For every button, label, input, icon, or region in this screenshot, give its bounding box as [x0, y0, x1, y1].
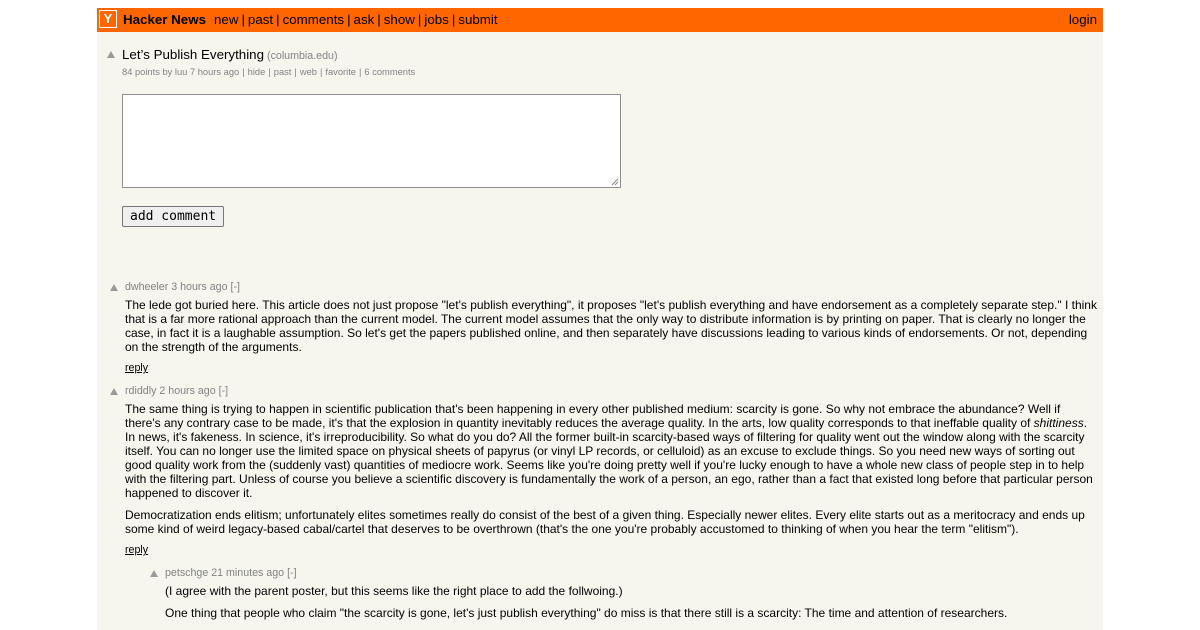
story-title-link[interactable]: Let’s Publish Everything [122, 47, 265, 62]
favorite-link[interactable]: favorite [325, 67, 356, 77]
comment-text [125, 298, 1097, 354]
comment-header [125, 385, 228, 397]
add-comment-button[interactable]: add comment [122, 206, 224, 227]
upvote-arrow-icon[interactable] [150, 570, 158, 577]
comment-paragraph: Democratization ends elitism; unfortunately elites sometimes really do consist of the best of a given thing. Especially newer elites. Every elite starts out as a meritocracy and ends up some kind of weird legacy-based cabal/cartel that deserves to be overthrown (that's the one you're probably accustomed to thinking of when you hear the term "elitism"). [125, 508, 1085, 536]
comment-user-link[interactable]: dwheeler [125, 281, 169, 293]
nav-ask[interactable]: ask [353, 12, 375, 27]
y-logo-icon[interactable]: Y [99, 10, 117, 28]
collapse-toggle[interactable]: [-] [230, 281, 240, 293]
header-bar [97, 8, 1103, 32]
collapse-toggle[interactable]: [-] [287, 567, 297, 579]
reply-link[interactable]: reply [125, 544, 149, 556]
story-by: by [162, 67, 173, 77]
comment-header [125, 281, 240, 293]
nav-new[interactable]: new [214, 12, 239, 27]
login-link[interactable]: login [1068, 12, 1097, 27]
comment-paragraph: The lede got buried here. This article does not just propose "let's publish everything", it proposes "let's publish everything and have endorsement as a completely separate step." I think that is a far more rational approach than the current model. The current model assumes that the only way to distribute information is by printing on paper. That is clearly no longer the case, in fact it is a laughable assumption. So let's get the papers published online, and then separately have discussions leading to various kinds of endorsements. Or not, depending on the strength of the arguments. [125, 298, 1097, 354]
nav-separator: | [276, 12, 280, 27]
story-age-link[interactable]: 7 hours ago [189, 67, 240, 77]
nav-submit[interactable]: submit [458, 12, 498, 27]
comment-age-link[interactable]: 2 hours ago [159, 385, 216, 397]
subtext-separator: | [268, 67, 271, 77]
story-points: 84 points [122, 67, 160, 77]
past-link[interactable]: past [273, 67, 292, 77]
comment-paragraph: One thing that people who claim "the scarcity is gone, let's just publish everything" do miss is that there still is a scarcity: The time and attention of researchers. [165, 606, 1008, 620]
comment-user-link[interactable]: rdiddly [125, 385, 157, 397]
subtext-separator: | [319, 67, 323, 77]
site-name-link[interactable]: Hacker News [123, 12, 206, 27]
story-user-link[interactable]: luu [174, 67, 188, 77]
story-title-row [122, 47, 338, 62]
nav-separator: | [417, 12, 422, 27]
nav-separator: | [241, 12, 245, 27]
upvote-arrow-icon[interactable] [110, 388, 118, 395]
text-run: The same thing is trying to happen in scientific publication that's been happening in every other published medium: scarcity is gone. So why not embrace the abundance? Well if there's any contrary case to be made, it's that the explosion in quantity inevitably reduces the average quality. In the arts, low quality corresponds to that ineffable quality of [125, 402, 1061, 430]
nav-show[interactable]: show [383, 12, 415, 27]
subtext-separator: | [294, 67, 297, 77]
nav-separator: | [347, 12, 351, 27]
nav-separator: | [377, 12, 381, 27]
reply-link[interactable]: reply [125, 362, 149, 374]
nav-separator: | [451, 12, 456, 27]
comment-paragraph [125, 402, 1097, 500]
resize-handle-icon[interactable] [611, 178, 619, 186]
comment-textarea[interactable] [122, 94, 621, 188]
upvote-arrow-icon[interactable] [110, 284, 118, 291]
comment-text [165, 584, 1097, 620]
nav-jobs[interactable]: jobs [424, 12, 449, 27]
comment-age-link[interactable]: 3 hours ago [171, 281, 228, 293]
top-nav [214, 12, 498, 27]
subtext-separator: | [358, 67, 362, 77]
web-link[interactable]: web [299, 67, 317, 77]
comment-paragraph: (I agree with the parent poster, but this seems like the right place to add the follwoing.) [165, 584, 623, 598]
comment-header [165, 567, 297, 579]
comment-user-link[interactable]: petschge [165, 567, 209, 579]
collapse-toggle[interactable]: [-] [218, 385, 229, 397]
comment-text [125, 402, 1097, 536]
subtext-separator: | [242, 67, 245, 77]
nav-comments[interactable]: comments [282, 12, 345, 27]
hide-link[interactable]: hide [247, 67, 266, 77]
comments-count-link[interactable]: 6 comments [364, 67, 416, 77]
emphasized-text: shittiness [1033, 416, 1084, 430]
text-run: . In news, it's fakeness. In science, it's irreproducibility. So what do you do? All the former built-in scarcity-based ways of filtering for quality went out the window along with the scarcity itself. You can no longer use the limited space on physical sheets of papyrus (or vinyl LP records, or celluloid) as an excuse to exclude things. So you need new ways of sorting out good quality work from the (suddenly vast) quantities of mediocre work. Seems like you're doing pretty well if you're lucky enough to have a whole new class of people step in to help with the filtering part. Unless of course you believe a scientific discovery is fundamentally the work of a person, an ego, rather than a fact that existed long before that particular person happened to discover it. [125, 416, 1093, 500]
comment-age-link[interactable]: 21 minutes ago [211, 567, 285, 579]
page-container [97, 8, 1103, 630]
story-domain[interactable]: (columbia.edu) [267, 50, 338, 62]
nav-past[interactable]: past [247, 12, 274, 27]
upvote-arrow-icon[interactable] [107, 51, 115, 58]
story-subtext [122, 67, 415, 77]
